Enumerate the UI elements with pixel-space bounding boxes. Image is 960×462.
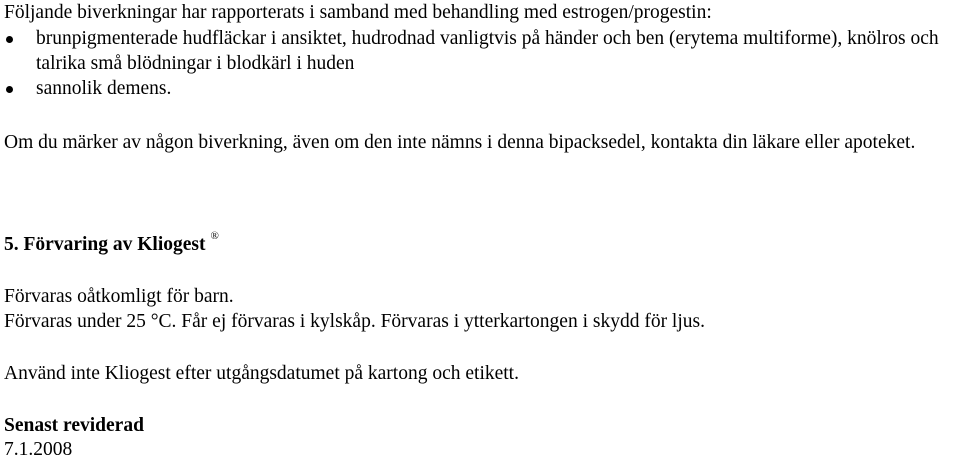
section-heading-text: 5. Förvaring av Kliogest (4, 234, 206, 255)
list-item (4, 26, 956, 76)
storage-instruction: Förvaras oåtkomligt för barn. (4, 286, 234, 307)
side-effects-advice: Om du märker av någon biverkning, även om den inte nämns i denna bipacksedel, kontakta din läkare eller apoteket. (4, 132, 916, 153)
registered-trademark-icon: ® (210, 229, 219, 242)
list-item-text: brunpigmenterade hudfläckar i ansiktet, hudrodnad vanligtvis på händer och ben (erytema multiforme), knölros och talrika små blödningar i blodkärl i huden (36, 28, 939, 74)
expiry-instruction: Använd inte Kliogest efter utgångsdatumet på kartong och etikett. (4, 363, 519, 384)
storage-instruction: Förvaras under 25 °C. Får ej förvaras i kylskåp. Förvaras i ytterkartongen i skydd för ljus. (4, 311, 705, 332)
side-effects-list (4, 26, 956, 101)
list-item (4, 76, 956, 101)
bullet-icon (6, 86, 13, 93)
section-heading-storage (4, 229, 219, 257)
bullet-icon (6, 36, 13, 43)
list-item-text: sannolik demens. (36, 78, 172, 99)
revised-heading: Senast reviderad (4, 415, 144, 436)
revised-date: 7.1.2008 (4, 439, 73, 460)
side-effects-intro: Följande biverkningar har rapporterats i samband med behandling med estrogen/progestin: (4, 2, 712, 23)
